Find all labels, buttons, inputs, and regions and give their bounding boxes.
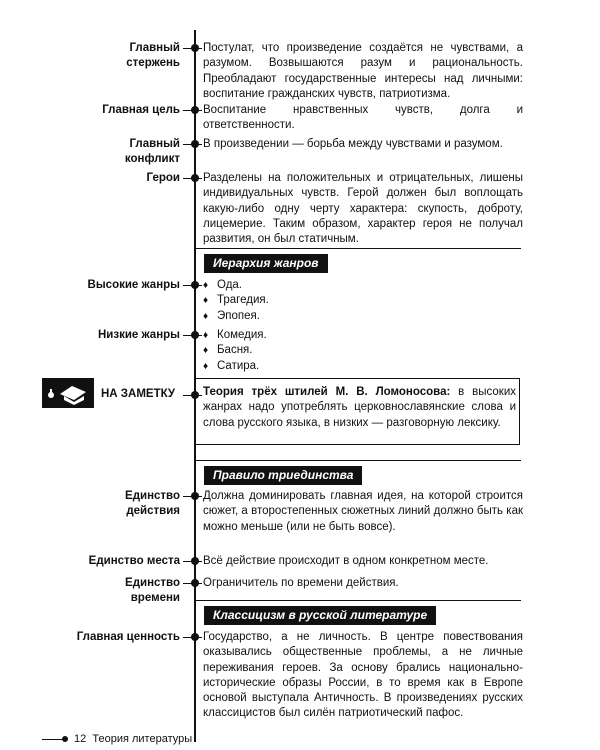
text-main-core: Постулат, что произведение создаётся не чувствами, а разумом. Возвышаются разум и рациональность. Преобладают государственные интересы над личными: воспитание гражданских чувств, патриотизма. bbox=[203, 42, 523, 100]
diamond-bullet-icon: ♦ bbox=[203, 310, 209, 322]
diamond-bullet-icon: ♦ bbox=[203, 360, 209, 372]
section-heading-russian-classicism bbox=[196, 600, 521, 625]
label-main-value: Главная ценность bbox=[76, 631, 180, 643]
list-item: ♦ Басня. bbox=[203, 343, 267, 358]
connector-dot bbox=[191, 331, 199, 339]
text-heroes: Разделены на положительных и отрицательных, лишены индивидуальных чувств. Герой должен был воплощать какую-либо одну черту характера: скупость, доброту, лицемерие. Таким образом, характер героя не получал развития, он был статичным. bbox=[203, 172, 523, 246]
text-unity-place: Всё действие происходит в одном конкретном месте. bbox=[203, 555, 489, 567]
diamond-bullet-icon: ♦ bbox=[203, 330, 209, 341]
connector-dot bbox=[191, 492, 199, 500]
connector-dot bbox=[191, 44, 199, 52]
heading-label: Иерархия жанров bbox=[204, 254, 328, 273]
connector-dot bbox=[191, 557, 199, 565]
list-item: ♦ Комедия. bbox=[203, 328, 267, 343]
note-body: в высоких жанрах надо употреблять церковнославянские слова и слова русского языка, в низких — разговорную лексику. bbox=[203, 386, 516, 429]
note-label: НА ЗАМЕТКУ bbox=[101, 388, 176, 400]
connector-dot bbox=[191, 174, 199, 182]
connector-dot bbox=[191, 281, 199, 289]
label-high-genres: Высокие жанры bbox=[87, 279, 180, 291]
text-unity-time: Ограничитель по времени действия. bbox=[203, 577, 399, 589]
list-item: ♦ Трагедия. bbox=[203, 293, 269, 308]
diamond-bullet-icon: ♦ bbox=[203, 345, 209, 357]
note-title: Теория трёх штилей М. В. Ломоносова: bbox=[203, 386, 451, 398]
list-item: ♦ Сатира. bbox=[203, 359, 267, 374]
list-item: ♦ Эпопея. bbox=[203, 309, 269, 324]
heading-rule bbox=[196, 460, 521, 461]
label-unity-action: Единство действия bbox=[125, 490, 180, 517]
label-unity-place: Единство места bbox=[88, 555, 180, 567]
label-low-genres: Низкие жанры bbox=[98, 329, 180, 341]
connector-dot bbox=[191, 579, 199, 587]
connector-dot bbox=[191, 140, 199, 148]
connector-dot bbox=[191, 106, 199, 114]
list-item: ♦ Ода. bbox=[203, 278, 269, 293]
list-low-genres bbox=[203, 328, 267, 374]
footer-dot bbox=[62, 736, 68, 742]
diamond-bullet-icon: ♦ bbox=[203, 295, 209, 307]
connector-dot bbox=[191, 633, 199, 641]
label-main-core: Главный стержень bbox=[126, 42, 180, 69]
text-main-value: Государство, а не личность. В центре повествования оказывались общественные проблемы, а не личные переживания героев. За основу брались национально-исторические образы России, в то время как в Европе основой выступала Античность. В произведениях русских классицистов был силён патриотический пафос. bbox=[203, 631, 523, 720]
text-main-conflict: В произведении — борьба между чувствами и разумом. bbox=[203, 138, 503, 150]
label-unity-time: Единство времени bbox=[125, 577, 180, 604]
page-number: 12 bbox=[74, 733, 87, 745]
heading-rule bbox=[196, 600, 521, 601]
diamond-bullet-icon: ♦ bbox=[203, 280, 209, 291]
text-unity-action: Должна доминировать главная идея, на которой строится сюжет, а второстепенных сюжетных линий должно быть как можно меньше (или не быть вовсе). bbox=[203, 490, 523, 533]
page-footer bbox=[42, 733, 192, 745]
heading-label: Правило триединства bbox=[204, 466, 362, 485]
heading-rule bbox=[196, 248, 521, 249]
section-heading-genre-hierarchy bbox=[196, 248, 521, 273]
list-high-genres bbox=[203, 278, 269, 324]
note-book-icon bbox=[42, 378, 94, 408]
text-main-goal: Воспитание нравственных чувств, долга и ответственности. bbox=[203, 104, 523, 132]
label-main-conflict: Главный конфликт bbox=[124, 138, 180, 165]
heading-label: Классицизм в русской литературе bbox=[204, 606, 436, 625]
section-heading-three-unities bbox=[196, 460, 521, 485]
label-heroes: Герои bbox=[146, 172, 180, 184]
label-main-goal: Главная цель bbox=[102, 104, 180, 116]
note-text bbox=[203, 385, 516, 431]
footer-title: Теория литературы bbox=[92, 733, 193, 745]
footer-dash bbox=[42, 739, 62, 740]
